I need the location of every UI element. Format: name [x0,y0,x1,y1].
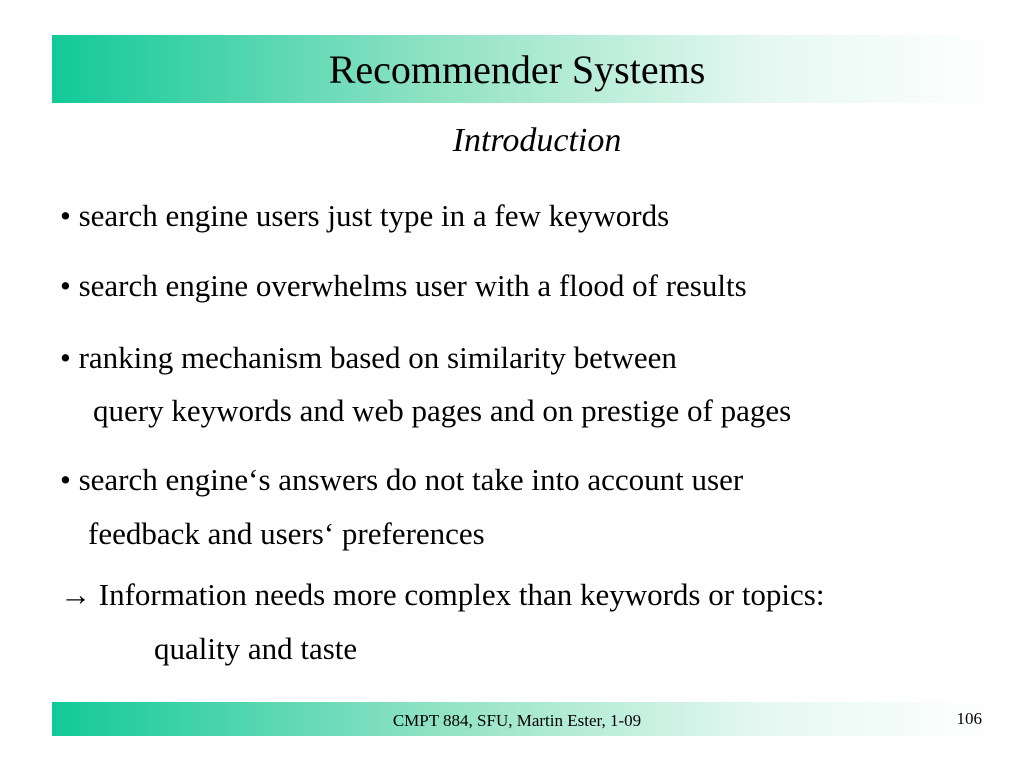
bullet-item-4: • search engine‘s answers do not take into account user [60,462,744,497]
footer-text: CMPT 884, SFU, Martin Ester, 1-09 [392,711,642,730]
slide-subtitle: Introduction [452,122,622,159]
page-number: 106 [956,709,982,728]
bullet-item-4-continuation: feedback and users‘ preferences [88,516,485,551]
conclusion-continuation: quality and taste [154,631,358,666]
bullet-item-1: • search engine users just type in a few keywords [60,198,670,233]
slide-title: Recommender Systems [328,47,706,92]
bullet-item-2: • search engine overwhelms user with a flood of results [60,268,747,303]
conclusion-line: → Information needs more complex than keywords or topics: [60,577,825,612]
bullet-item-3-continuation: query keywords and web pages and on prestige of pages [93,393,792,428]
bullet-item-3: • ranking mechanism based on similarity between [60,340,677,375]
